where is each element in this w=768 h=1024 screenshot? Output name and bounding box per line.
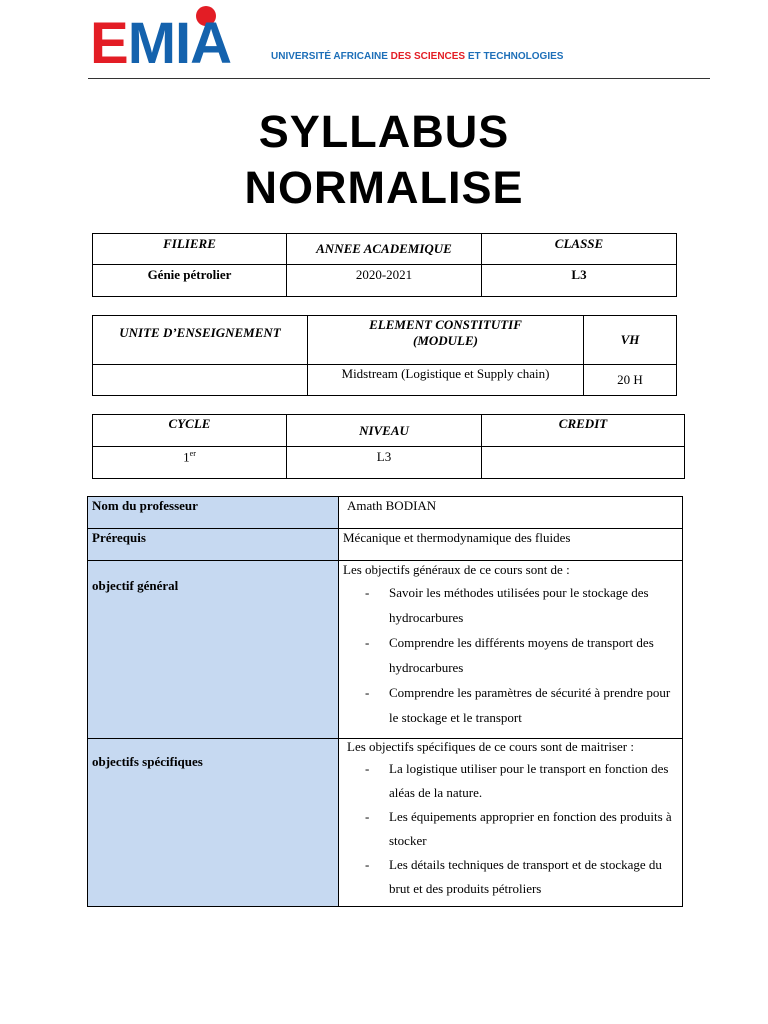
header-annee-academique: ANNEE ACADEMIQUE bbox=[287, 234, 482, 265]
page-header bbox=[88, 6, 710, 80]
label-prerequis: Prérequis bbox=[88, 529, 339, 561]
list-item: - Les détails techniques de transport et de stockage du brut et des produits pétroliers bbox=[365, 853, 678, 901]
element-value: Midstream (Logistique et Supply chain) bbox=[308, 365, 584, 396]
objectif-general-cell bbox=[339, 561, 683, 739]
list-item: - Savoir les méthodes utilisées pour le stockage des hydrocarbures bbox=[365, 580, 678, 630]
header-cycle: CYCLE bbox=[93, 415, 287, 447]
label-objectifs-specifiques: objectifs spécifiques bbox=[88, 739, 339, 907]
objectifs-specifiques-list bbox=[343, 757, 678, 901]
objectif-general-list bbox=[343, 580, 678, 730]
objectifs-specifiques-intro: Les objectifs spécifiques de ce cours sont de maitriser : bbox=[347, 739, 634, 754]
objectif-general-intro: Les objectifs généraux de ce cours sont de : bbox=[343, 562, 570, 577]
course-info-table bbox=[87, 496, 683, 907]
annee-value: 2020-2021 bbox=[287, 265, 482, 297]
emia-logo: EMIA bbox=[90, 6, 250, 76]
vh-value: 20 H bbox=[584, 365, 677, 396]
label-professeur: Nom du professeur bbox=[88, 497, 339, 529]
header-element-constitutif: ELEMENT CONSTITUTIF (MODULE) bbox=[308, 316, 584, 365]
header-niveau: NIVEAU bbox=[287, 415, 482, 447]
professeur-value: Amath BODIAN bbox=[339, 497, 683, 529]
classe-value: L3 bbox=[482, 265, 677, 297]
unite-table bbox=[92, 315, 677, 396]
cycle-value: 1er bbox=[93, 447, 287, 479]
header-unite-enseignement: UNITE D’ENSEIGNEMENT bbox=[93, 316, 308, 365]
credit-value bbox=[482, 447, 685, 479]
label-objectif-general: objectif général bbox=[88, 561, 339, 739]
objectifs-specifiques-cell bbox=[339, 739, 683, 907]
header-classe: CLASSE bbox=[482, 234, 677, 265]
list-item: - Les équipements approprier en fonction des produits à stocker bbox=[365, 805, 678, 853]
list-item: - Comprendre les paramètres de sécurité à prendre pour le stockage et le transport bbox=[365, 680, 678, 730]
header-filiere: FILIERE bbox=[93, 234, 287, 265]
niveau-value: L3 bbox=[287, 447, 482, 479]
university-tagline: UNIVERSITÉ AFRICAINE DES SCIENCES ET TECHNOLOGIES bbox=[271, 51, 564, 62]
page-title: SYLLABUS NORMALISE bbox=[244, 106, 524, 213]
filiere-value: Génie pétrolier bbox=[93, 265, 287, 297]
prerequis-value: Mécanique et thermodynamique des fluides bbox=[339, 529, 683, 561]
unite-value bbox=[93, 365, 308, 396]
list-item: - Comprendre les différents moyens de transport des hydrocarbures bbox=[365, 630, 678, 680]
header-divider bbox=[88, 78, 710, 79]
header-vh: VH bbox=[584, 316, 677, 365]
header-credit: CREDIT bbox=[482, 415, 685, 447]
filiere-table bbox=[92, 233, 677, 297]
cycle-table bbox=[92, 414, 685, 479]
list-item: - La logistique utiliser pour le transport en fonction des aléas de la nature. bbox=[365, 757, 678, 805]
